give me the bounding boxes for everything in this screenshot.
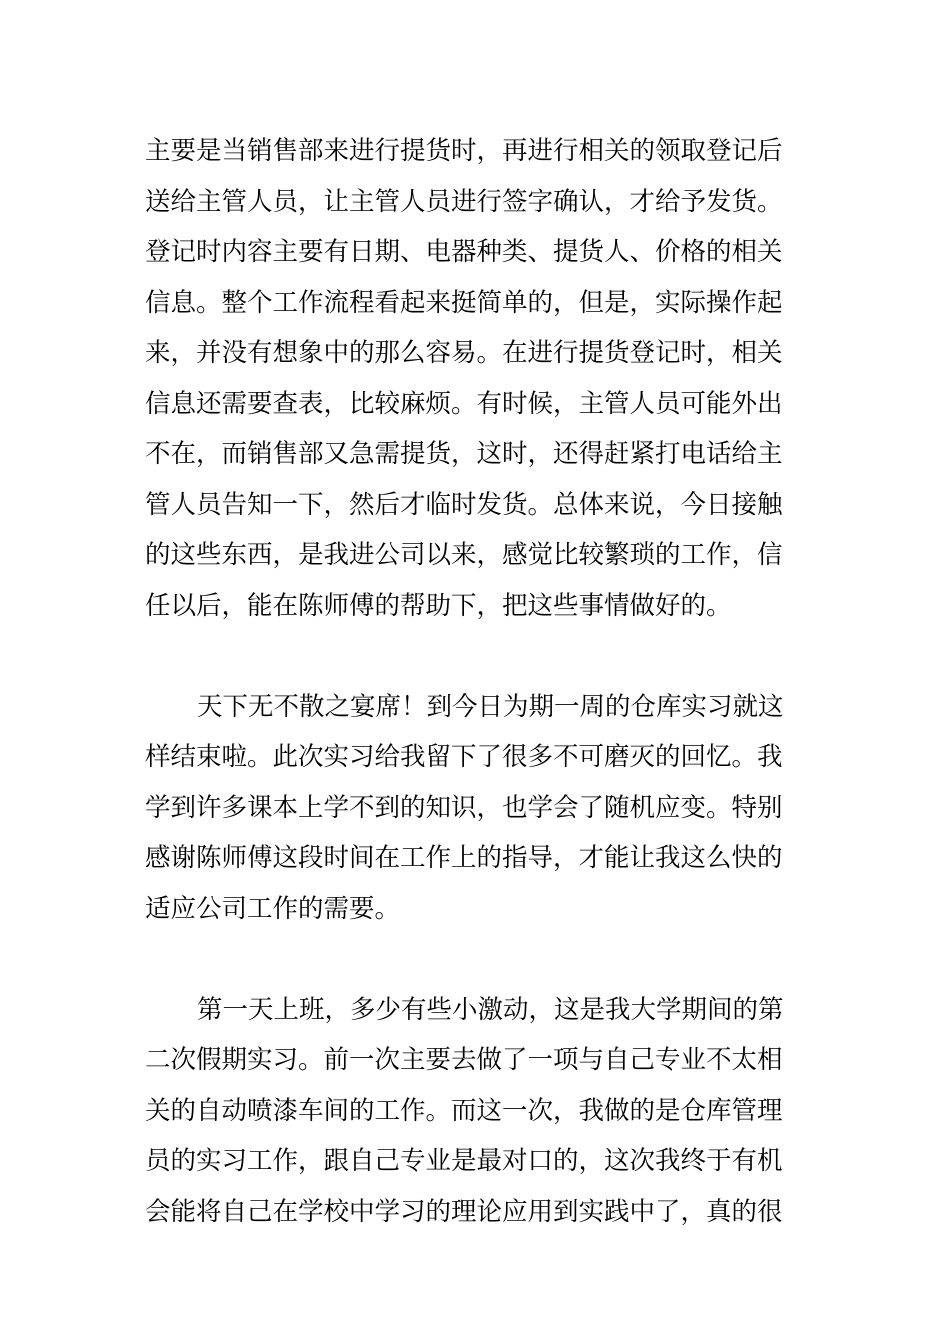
text-line: 样结束啦。此次实习给我留下了很多不可磨灭的回忆。我 [145,742,783,772]
text-line: 来，并没有想象中的那么容易。在进行提货登记时，相关 [145,338,783,368]
text-line: 送给主管人员，让主管人员进行签字确认，才给予发货。 [145,186,783,217]
text-line: 的这些东西，是我进公司以来，感觉比较繁琐的工作，信 [145,540,783,570]
text-line: 员的实习工作，跟自己专业是最对口的，这次我终于有机 [145,1146,783,1176]
text-line: 适应公司工作的需要。 [145,893,401,924]
text-line: 主要是当销售部来进行提货时，再进行相关的领取登记后 [145,136,783,166]
text-line: 信息还需要查表，比较麻烦。有时候，主管人员可能外出 [145,388,783,419]
text-line-indented: 第一天上班，多少有些小激动，这是我大学期间的第 [197,994,784,1025]
text-line: 信息。整个工作流程看起来挺简单的，但是，实际操作起 [145,287,783,318]
text-line: 感谢陈师傅这段时间在工作上的指导，才能让我这么快的 [145,843,783,873]
text-line: 不在，而销售部又急需提货，这时，还得赶紧打电话给主 [145,439,783,469]
text-line: 学到许多课本上学不到的知识，也学会了随机应变。特别 [145,792,783,823]
paragraph-spacer [145,631,810,682]
paragraph-2 [145,682,810,935]
text-line: 管人员告知一下，然后才临时发货。总体来说，今日接触 [145,489,783,520]
document-body [145,126,810,1237]
text-line: 登记时内容主要有日期、电器种类、提货人、价格的相关 [145,237,783,267]
text-line-indented: 天下无不散之宴席！到今日为期一周的仓库实习就这 [197,691,784,722]
text-line: 任以后，能在陈师傅的帮助下，把这些事情做好的。 [145,590,732,621]
text-line: 会能将自己在学校中学习的理论应用到实践中了，真的很 [145,1196,783,1227]
text-line: 关的自动喷漆车间的工作。而这一次，我做的是仓库管理 [145,1095,783,1126]
paragraph-spacer [145,934,810,985]
paragraph-1 [145,126,810,631]
paragraph-3 [145,985,810,1238]
text-line: 二次假期实习。前一次主要去做了一项与自己专业不太相 [145,1045,783,1075]
